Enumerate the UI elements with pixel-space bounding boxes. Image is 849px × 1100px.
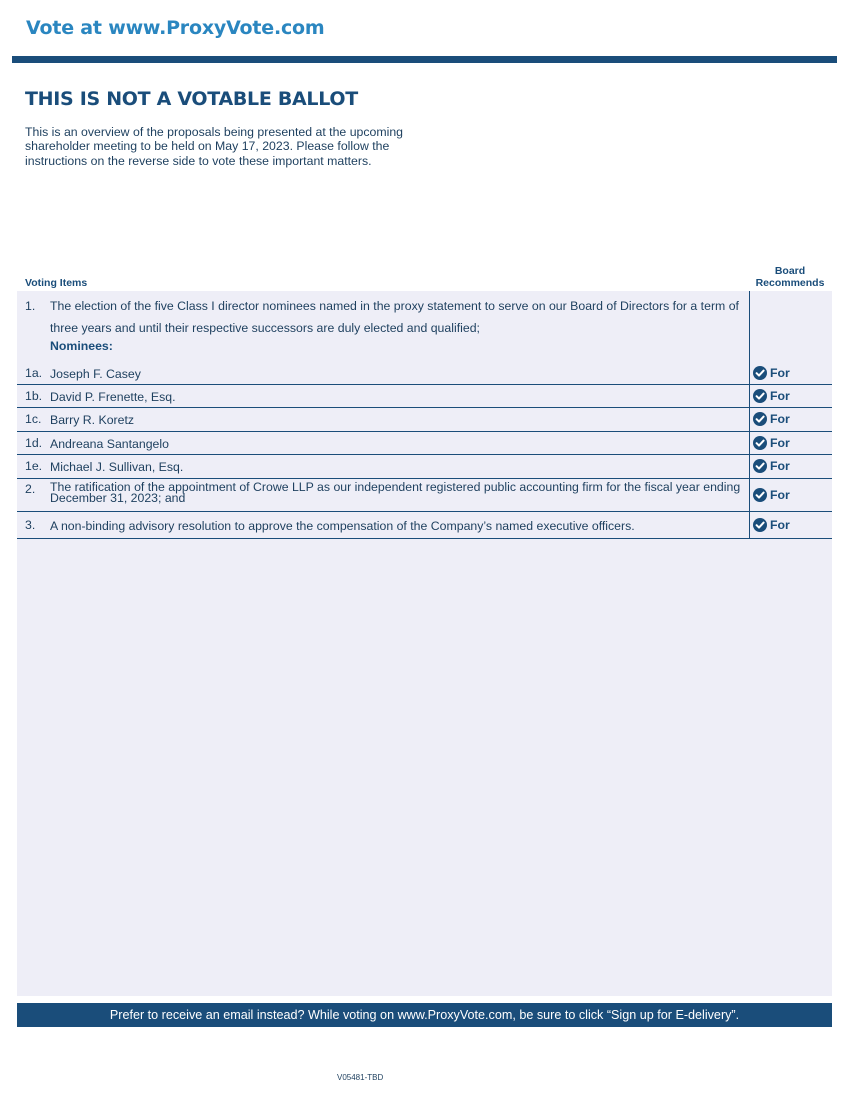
check-circle-icon	[753, 488, 767, 502]
proposal-2-text: The ratification of the appointment of Crowe LLP as our independent registered public accounting firm for the fiscal year ending December 31, 2023; and	[50, 480, 741, 505]
document-code: V05481-TBD	[337, 1073, 384, 1082]
nominee-1e-number: 1e.	[25, 459, 43, 473]
recommendation-label: For	[770, 366, 790, 380]
voting-items-header: Voting Items	[25, 277, 88, 289]
check-circle-icon	[753, 389, 767, 403]
column-divider	[749, 291, 750, 362]
nominee-1b-number: 1b.	[25, 389, 43, 403]
nominee-1d-text: Andreana Santangelo	[50, 437, 169, 451]
nominee-1c-text: Barry R. Koretz	[50, 413, 135, 427]
check-circle-icon	[753, 459, 767, 473]
nominee-1b-text: David P. Frenette, Esq.	[50, 390, 176, 404]
proposal-2-recommendation	[753, 488, 790, 502]
proposal-3-number: 3.	[25, 518, 36, 532]
check-circle-icon	[753, 436, 767, 450]
check-circle-icon	[753, 412, 767, 426]
check-circle-icon	[753, 518, 767, 532]
nominee-1a-number: 1a.	[25, 366, 43, 380]
proposal-2-number: 2.	[25, 482, 36, 496]
page-title: THIS IS NOT A VOTABLE BALLOT	[25, 88, 358, 110]
nominee-1c-recommendation	[753, 412, 790, 426]
nominee-1b-row	[17, 385, 832, 408]
recommendation-label: For	[770, 412, 790, 426]
nominee-1d-row	[17, 432, 832, 455]
column-divider	[749, 512, 750, 538]
nominee-1d-recommendation	[753, 436, 790, 450]
board-header-line2: Recommends	[755, 277, 825, 289]
header-rule	[12, 56, 837, 63]
column-divider	[749, 432, 750, 454]
nominee-1a-row	[17, 362, 832, 385]
column-divider	[749, 362, 750, 384]
recommendation-label: For	[770, 518, 790, 532]
proposal-3-text: A non-binding advisory resolution to approve the compensation of the Company’s named executive officers.	[50, 519, 635, 533]
nominee-1a-text: Joseph F. Casey	[50, 367, 141, 381]
proposal-3-recommendation	[753, 518, 790, 532]
nominee-1b-recommendation	[753, 389, 790, 403]
intro-paragraph: This is an overview of the proposals being presented at the upcoming shareholder meeting to be held on May 17, 2023. Please follow the instructions on the reverse side to vote these important matters.	[25, 125, 404, 168]
recommendation-label: For	[770, 436, 790, 450]
proxyvote-link[interactable]: Vote at www.ProxyVote.com	[26, 17, 325, 39]
recommendation-label: For	[770, 459, 790, 473]
proposal-1-number: 1.	[25, 299, 36, 313]
column-divider	[749, 408, 750, 431]
check-circle-icon	[753, 366, 767, 380]
footer-banner: Prefer to receive an email instead? While voting on www.ProxyVote.com, be sure to click “Sign up for E-delivery”.	[17, 1003, 832, 1027]
nominee-1c-row	[17, 408, 832, 432]
proposal-3-row	[17, 512, 832, 539]
board-header-line1: Board	[774, 265, 806, 277]
nominees-label: Nominees:	[50, 339, 113, 353]
nominee-1e-row	[17, 455, 832, 479]
nominee-1a-recommendation	[753, 366, 790, 380]
nominee-1e-text: Michael J. Sullivan, Esq.	[50, 460, 184, 474]
recommendation-label: For	[770, 389, 790, 403]
nominee-1e-recommendation	[753, 459, 790, 473]
nominee-1c-number: 1c.	[25, 412, 42, 426]
nominee-1d-number: 1d.	[25, 436, 43, 450]
proposal-2-row	[17, 479, 832, 512]
column-divider	[749, 455, 750, 478]
column-divider	[749, 479, 750, 511]
board-recommends-header	[749, 265, 831, 289]
recommendation-label: For	[770, 488, 790, 502]
proposal-1-text: The election of the five Class I director nominees named in the proxy statement to serve on our Board of Directors for a term of three years and until their respective successors are duly elected and qualified;	[50, 299, 739, 335]
column-divider	[749, 385, 750, 407]
